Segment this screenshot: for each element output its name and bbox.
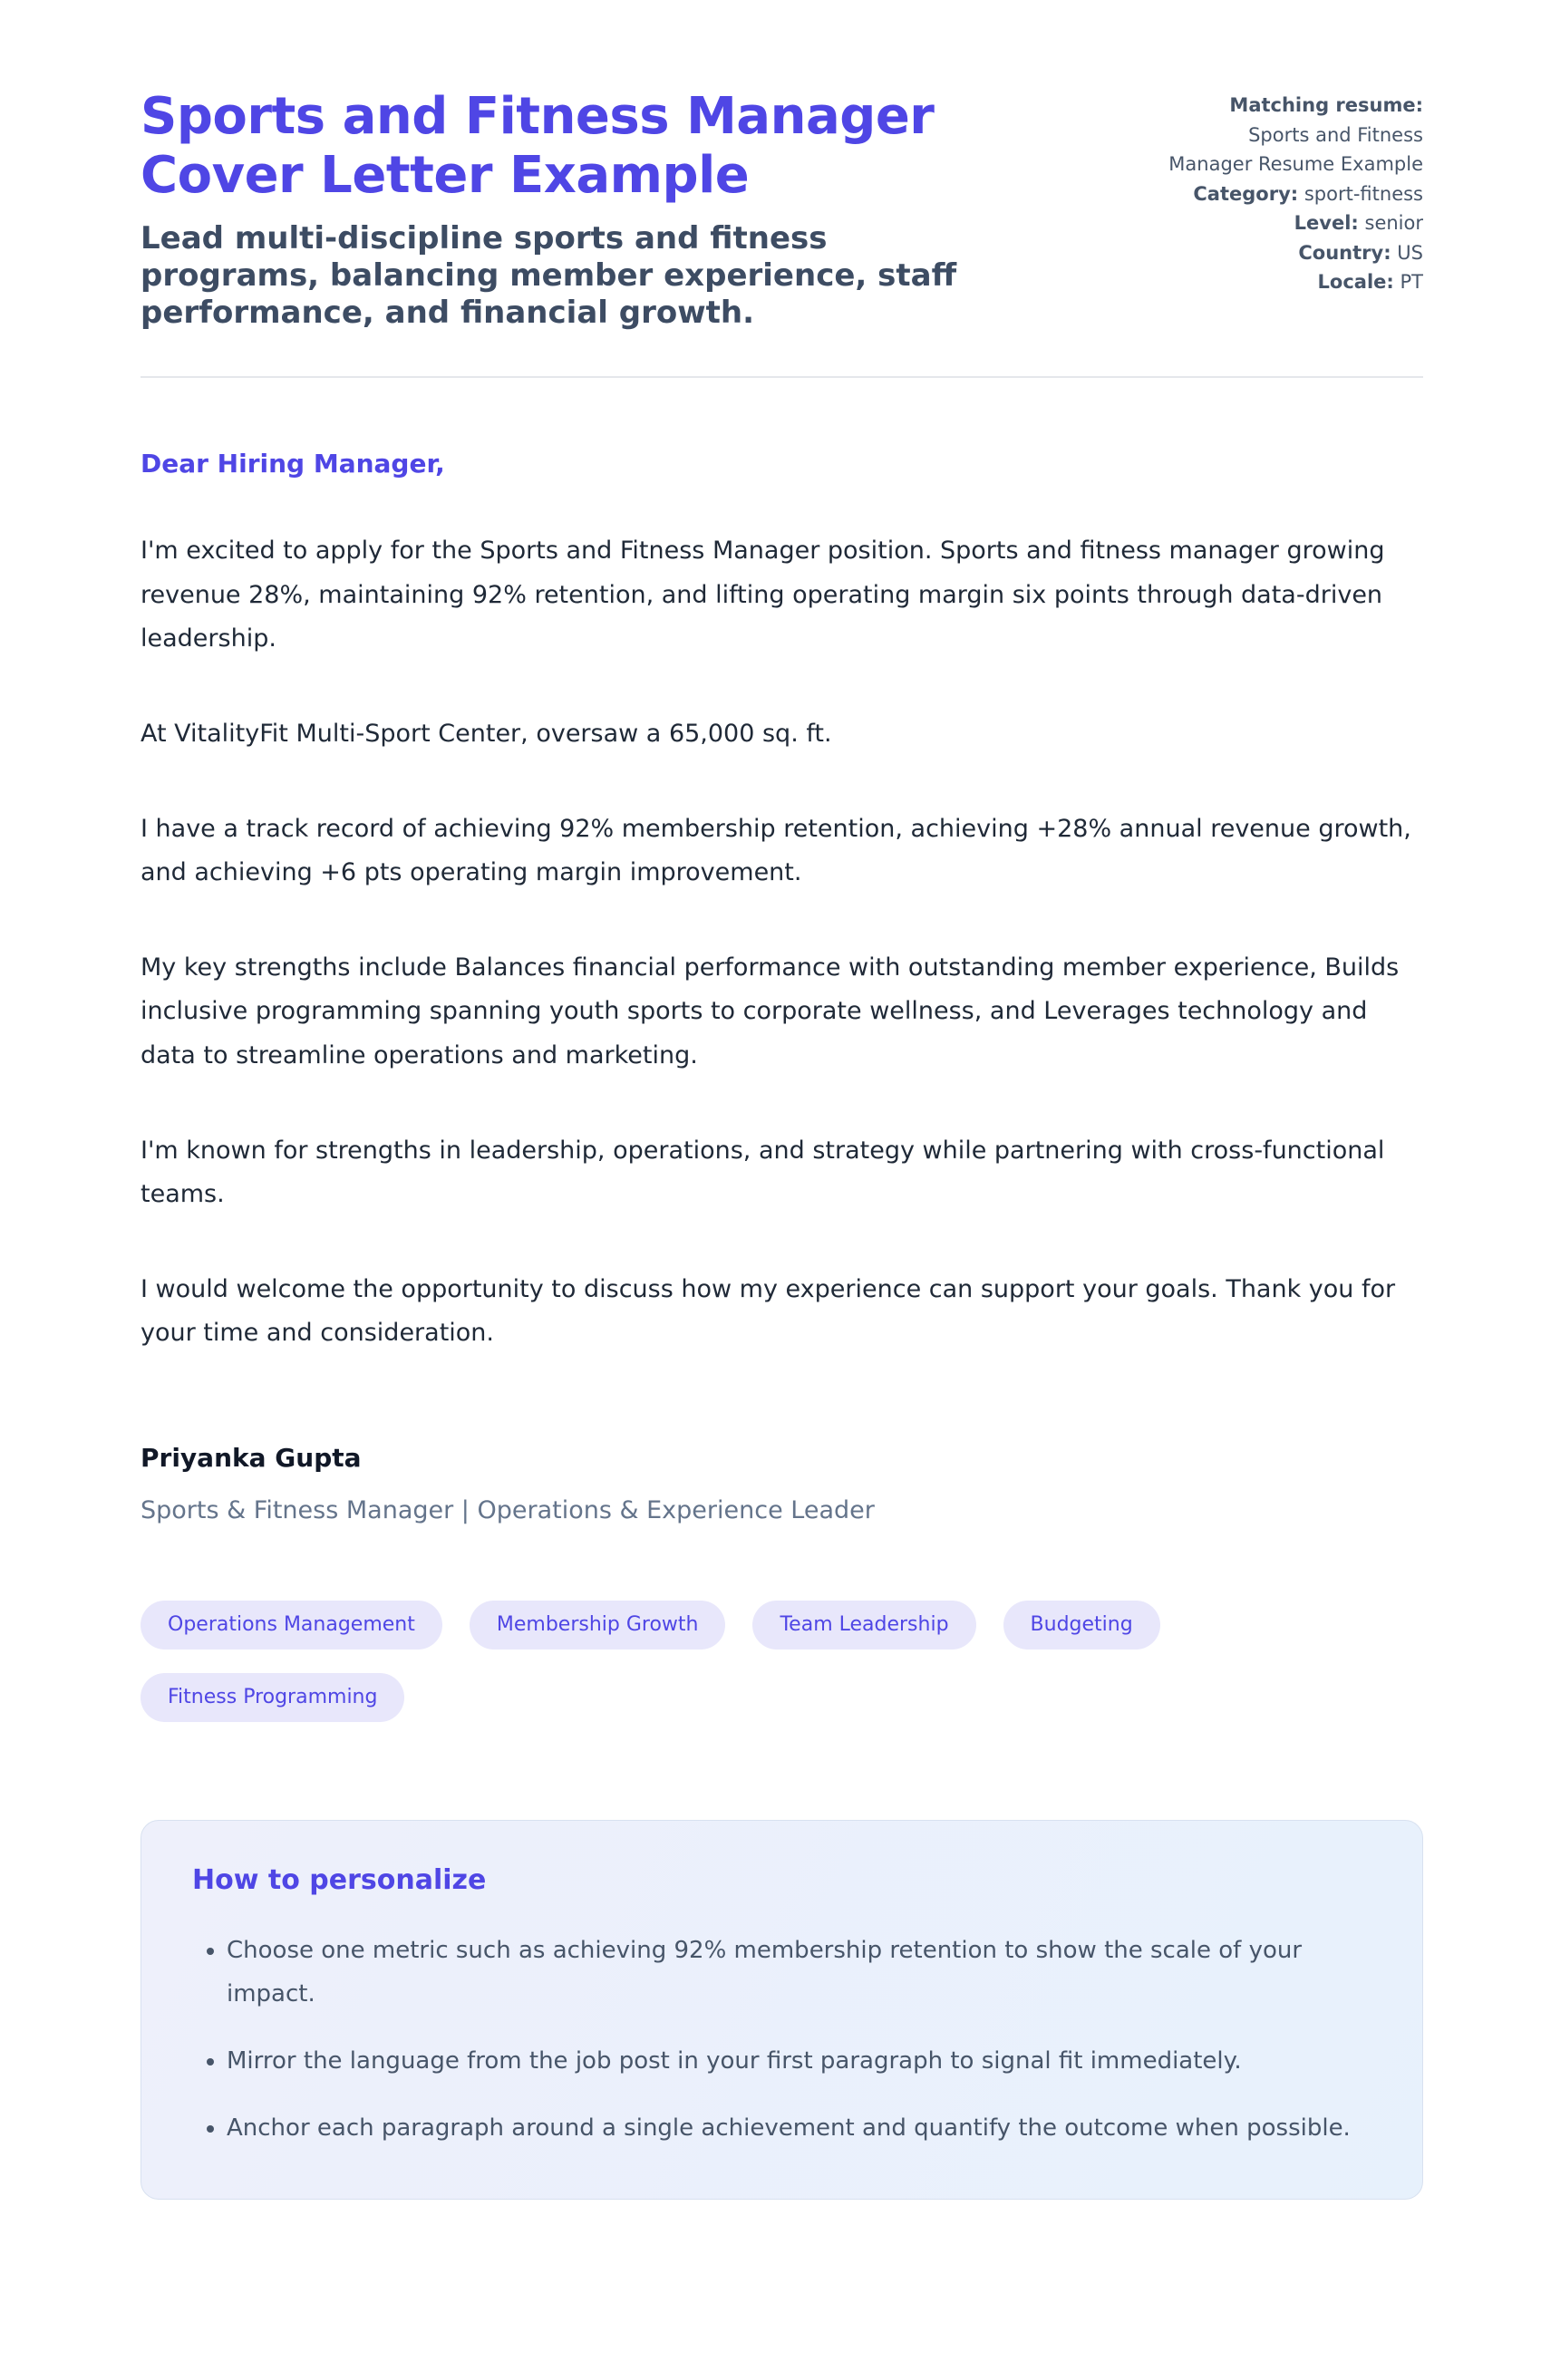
skill-tag-chip[interactable]: Team Leadership: [752, 1601, 975, 1650]
page-subtitle: Lead multi-discipline sports and fitness programs, balancing member experience, staff performance, and financial growth.: [141, 219, 957, 331]
skill-tag-chip[interactable]: Fitness Programming: [141, 1673, 404, 1722]
meta-country: [1160, 238, 1423, 268]
letter-paragraph: I'm known for strengths in leadership, operations, and strategy while partnering with cross-functional teams.: [141, 1136, 1385, 1209]
personalize-title: How to personalize: [192, 1864, 487, 1897]
meta-country-label: Country:: [1298, 241, 1391, 264]
meta-matching-resume: [1160, 91, 1423, 179]
skill-tag-chip[interactable]: Membership Growth: [470, 1601, 726, 1650]
meta-locale: [1160, 267, 1423, 297]
meta-level-value: senior: [1364, 212, 1423, 235]
personalize-tip: • Choose one metric such as achieving 92% membership retention to show the scale of your impact.: [227, 1929, 1371, 2016]
letter-paragraph: I would welcome the opportunity to discuss how my experience can support your goals. Thank you for your time and consideration.: [141, 1274, 1396, 1348]
letter-paragraph: At VitalityFit Multi-Sport Center, oversaw a 65,000 sq. ft.: [141, 720, 832, 749]
header-title-block: [141, 88, 1056, 331]
personalize-tip: • Anchor each paragraph around a single achievement and quantify the outcome when possible.: [227, 2106, 1371, 2150]
letter-paragraph: I'm excited to apply for the Sports and Fitness Manager position. Sports and fitness manager growing revenue 28%, maintaining 92% retention, and lifting operating margin six points through data-driven leadership.: [141, 537, 1385, 653]
meta-matching-resume-label: Matching resume:: [1229, 94, 1423, 116]
header-divider: [141, 376, 1423, 378]
personalize-tip-list: [192, 1929, 1371, 2150]
meta-country-value: US: [1397, 241, 1423, 264]
letter-paragraph: I have a track record of achieving 92% membership retention, achieving +28% annual revenue growth, and achieving +6 pts operating margin improvement.: [141, 814, 1411, 887]
signature-name: Priyanka Gupta: [141, 1443, 362, 1474]
resume-meta-panel: [1160, 88, 1423, 297]
personalize-tip: • Mirror the language from the job post in your first paragraph to signal fit immediately.: [227, 2039, 1371, 2083]
meta-category-value: sport-fitness: [1304, 182, 1423, 205]
letter-paragraphs: [141, 529, 1423, 1356]
meta-locale-label: Locale:: [1317, 271, 1394, 294]
skill-tag-chip[interactable]: Budgeting: [1003, 1601, 1160, 1650]
meta-level: [1160, 208, 1423, 238]
skill-tag-chip[interactable]: Operations Management: [141, 1601, 442, 1650]
letter-paragraph: My key strengths include Balances financial performance with outstanding member experience, Builds inclusive programming spanning youth sports to corporate wellness, and Leverages technology and data to streamline operations and marketing.: [141, 953, 1400, 1070]
signature-role: Sports & Fitness Manager | Operations & Experience Leader: [141, 1496, 875, 1525]
letter-body: [141, 449, 1423, 2200]
meta-category-label: Category:: [1193, 182, 1299, 205]
page-header: [141, 88, 1423, 331]
meta-category: [1160, 179, 1423, 209]
skill-tags: [141, 1601, 1301, 1722]
letter-greeting: Dear Hiring Manager,: [141, 449, 445, 479]
page-title: Sports and Fitness Manager Cover Letter Example: [141, 87, 935, 205]
meta-matching-resume-value: Sports and Fitness Manager Resume Example: [1168, 123, 1423, 176]
meta-level-label: Level:: [1294, 212, 1359, 235]
meta-locale-value: PT: [1400, 271, 1423, 294]
personalize-box: [141, 1820, 1423, 2200]
